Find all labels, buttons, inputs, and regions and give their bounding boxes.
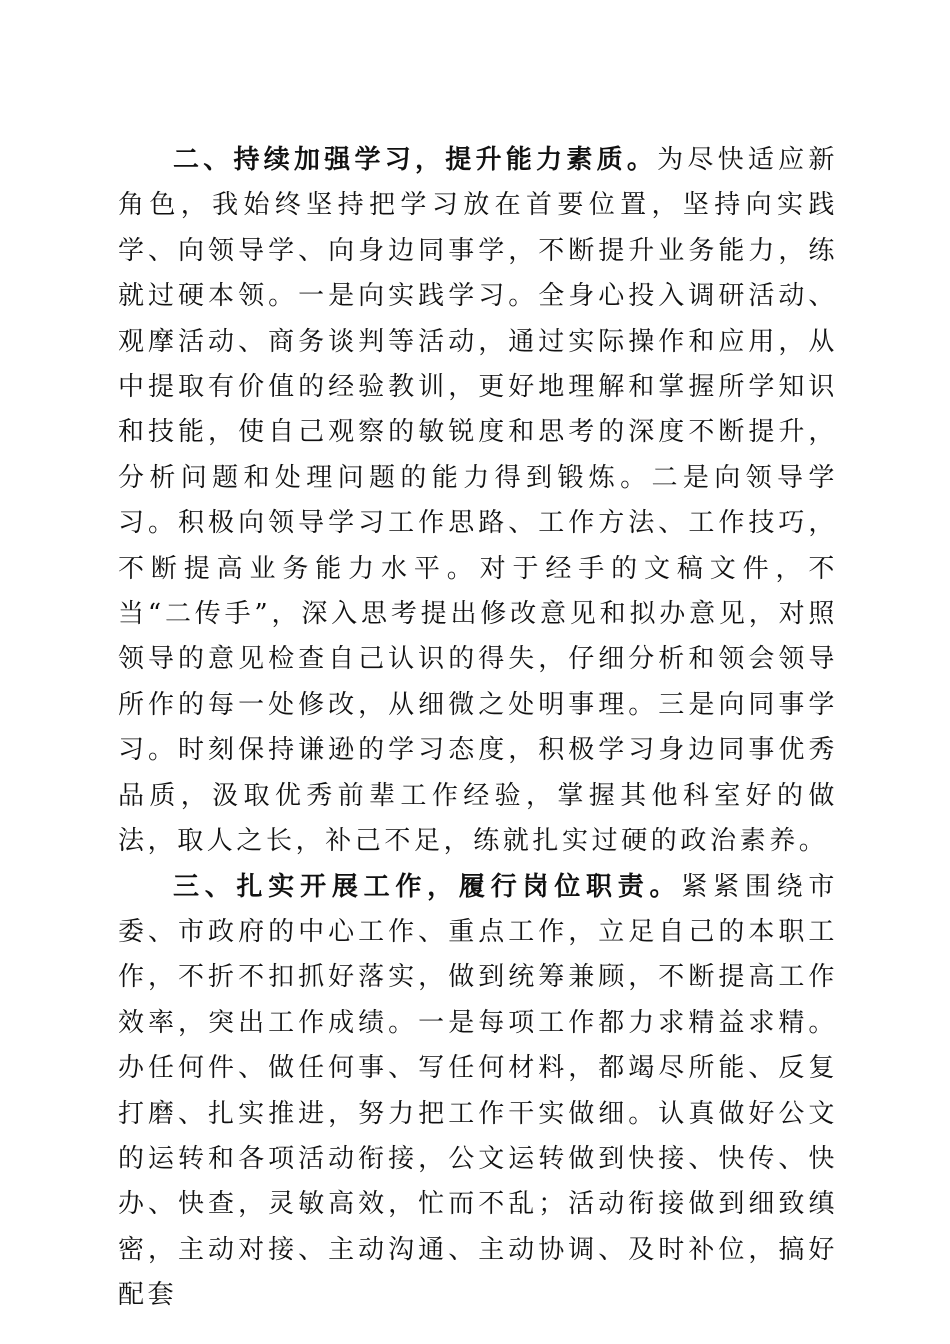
paragraph-duties <box>118 865 838 1319</box>
paragraph-heading: 二、持续加强学习，提升能力素质。 <box>173 145 658 175</box>
paragraph-body: 为尽快适应新角色，我始终坚持把学习放在首要位置，坚持向实践学、向领导学、向身边同事学，不断提升业务能力，练就过硬本领。一是向实践学习。全身心投入调研活动、观摩活动、商务谈判等活动，通过实际操作和应用，从中提取有价值的经验教训，更好地理解和掌握所学知识和技能，使自己观察的敏锐度和思考的深度不断提升，分析问题和处理问题的能力得到锻炼。二是向领导学习。积极向领导学习工作思路、工作方法、工作技巧，不断提高业务能力水平。对于经手的文稿文件，不当“二传手”，深入思考提出修改意见和拟办意见，对照领导的意见检查自己认识的得失，仔细分析和领会领导所作的每一处修改，从细微之处明事理。三是向同事学习。时刻保持谦逊的学习态度，积极学习身边同事优秀品质，汲取优秀前辈工作经验，掌握其他科室好的做法，取人之长，补己不足，练就扎实过硬的政治素养。 <box>118 145 838 857</box>
paragraph-heading: 三、扎实开展工作，履行岗位职责。 <box>173 871 682 902</box>
paragraph-learning <box>118 138 838 865</box>
document-page <box>118 138 838 1319</box>
paragraph-body: 紧紧围绕市委、市政府的中心工作、重点工作，立足自己的本职工作，不折不扣抓好落实，做到统筹兼顾，不断提高工作效率，突出工作成绩。一是每项工作都力求精益求精。办任何件、做任何事、写任何材料，都竭尽所能、反复打磨、扎实推进，努力把工作干实做细。认真做好公文的运转和各项活动衔接，公文运转做到快接、快传、快办、快查，灵敏高效，忙而不乱；活动衔接做到细致缜密，主动对接、主动沟通、主动协调、及时补位，搞好配套 <box>118 871 838 1311</box>
